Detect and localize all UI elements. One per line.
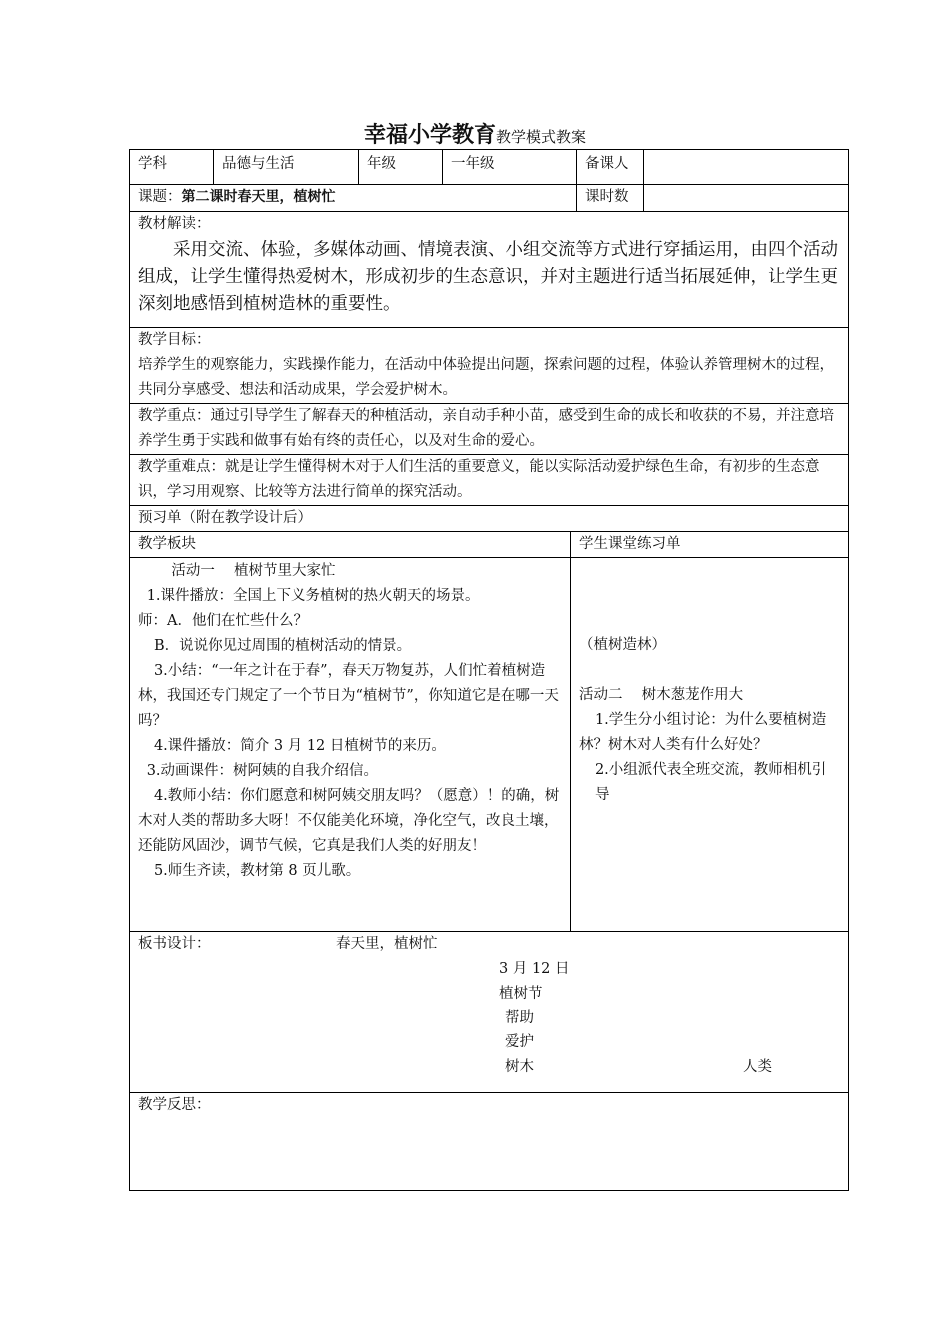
- focus-text: 教学重点：通过引导学生了解春天的种植活动，亲自动手种小苗，感受到生命的成长和收获的不易，并注意培养学生勇于实践和做事有始有终的责任心，以及对生命的爱心。: [130, 404, 849, 455]
- row-reflection: [130, 1093, 849, 1191]
- hours-value: [644, 185, 849, 212]
- activity-title: 活动一 植树节里大家忙: [171, 563, 336, 579]
- topic-value: 第二课时春天里，植树忙: [181, 189, 336, 205]
- hours-label: 课时数: [577, 185, 644, 212]
- activity-line: 3.小结：“一年之计在于春”，春天万物复苏，人们忙着植树造林，我国还专门规定了一个节日为“植树节”，你知道它是在哪一天吗？: [138, 663, 559, 729]
- row-preview: [130, 506, 849, 532]
- grade-value: 一年级: [443, 150, 577, 185]
- material-cell: [130, 212, 849, 328]
- topic-cell: [130, 185, 577, 212]
- row-header-info: [130, 150, 849, 185]
- goals-cell: [130, 328, 849, 404]
- practice-line: 1.学生分小组讨论：为什么要植树造林？树木对人类有什么好处？: [579, 712, 827, 753]
- right-column-header: 学生课堂练习单: [571, 532, 849, 558]
- activity-line: 4.课件播放：简介 3 月 12 日植树节的来历。: [153, 738, 446, 754]
- topic-label: 课题：: [138, 189, 182, 205]
- board-title: 春天里，植树忙: [336, 936, 438, 952]
- row-difficulty: [130, 455, 849, 506]
- reflection-cell: [130, 1093, 849, 1191]
- lesson-plan-table: [129, 149, 849, 1191]
- practice-cell: [571, 558, 849, 932]
- board-item: 帮助: [505, 1010, 534, 1026]
- title-sub: 教学模式教案: [496, 128, 587, 146]
- board-item: 树木: [505, 1059, 534, 1075]
- activity-line: 师：A．他们在忙些什么？: [138, 613, 308, 629]
- board-item: 人类: [743, 1059, 772, 1075]
- row-activities: [130, 558, 849, 932]
- row-focus: [130, 404, 849, 455]
- material-text: 采用交流、体验，多媒体动画、情境表演、小组交流等方式进行穿插运用，由四个活动组成，让学生懂得热爱树木，形成初步的生态意识，并对主题进行适当拓展延伸，让学生更深刻地感悟到植树造林的重要性。: [138, 240, 838, 314]
- activity-line: 4.教师小结：你们愿意和树阿姨交朋友吗？（愿意）！的确，树木对人类的帮助多大呀！不仅能美化环境，净化空气，改良土壤，还能防风固沙，调节气候，它真是我们人类的好朋友！: [138, 788, 560, 854]
- material-label: 教材解读：: [138, 216, 211, 232]
- practice-line: （植树造林）: [579, 637, 666, 653]
- title-main: 幸福小学教育: [363, 123, 496, 148]
- preview-text: 预习单（附在教学设计后）: [130, 506, 849, 532]
- preparer-label: 备课人: [577, 150, 644, 185]
- board-item: 爱护: [505, 1034, 534, 1050]
- goal-label: 教学目标：: [138, 332, 211, 348]
- row-material: [130, 212, 849, 328]
- row-topic: [130, 185, 849, 212]
- board-cell: [130, 932, 849, 1093]
- practice-line: 2.小组派代表全班交流，教师相机引导: [594, 762, 827, 803]
- board-item: 3 月 12 日: [499, 961, 570, 977]
- row-columns-header: [130, 532, 849, 558]
- activity-line: 5.师生齐读，教材第 8 页儿歌。: [153, 863, 361, 879]
- activities-cell: [130, 558, 571, 932]
- preparer-value: [644, 150, 849, 185]
- subject-label: 学科: [130, 150, 214, 185]
- board-label: 板书设计：: [138, 936, 211, 952]
- subject-value: 品德与生活: [214, 150, 359, 185]
- reflection-label: 教学反思：: [138, 1097, 211, 1113]
- document-title: [0, 122, 950, 151]
- row-board-design: [130, 932, 849, 1093]
- left-column-header: 教学板块: [130, 532, 571, 558]
- activity-line: B．说说你见过周围的植树活动的情景。: [153, 638, 412, 654]
- board-item: 植树节: [499, 986, 543, 1002]
- difficulty-text: 教学重难点：就是让学生懂得树木对于人们生活的重要意义，能以实际活动爱护绿色生命，有初步的生态意识，学习用观察、比较等方法进行简单的探究活动。: [130, 455, 849, 506]
- row-goals: [130, 328, 849, 404]
- goal-text: 培养学生的观察能力，实践操作能力，在活动中体验提出问题，探索问题的过程，体验认养管理树木的过程，共同分享感受、想法和活动成果，学会爱护树木。: [138, 357, 834, 398]
- grade-label: 年级: [359, 150, 443, 185]
- activity-line: 1.课件播放：全国上下义务植树的热火朝天的场景。: [146, 588, 480, 604]
- board-design: [138, 932, 840, 1092]
- practice-line: 活动二 树木葱茏作用大: [579, 687, 744, 703]
- activity-line: 3.动画课件：树阿姨的自我介绍信。: [146, 763, 379, 779]
